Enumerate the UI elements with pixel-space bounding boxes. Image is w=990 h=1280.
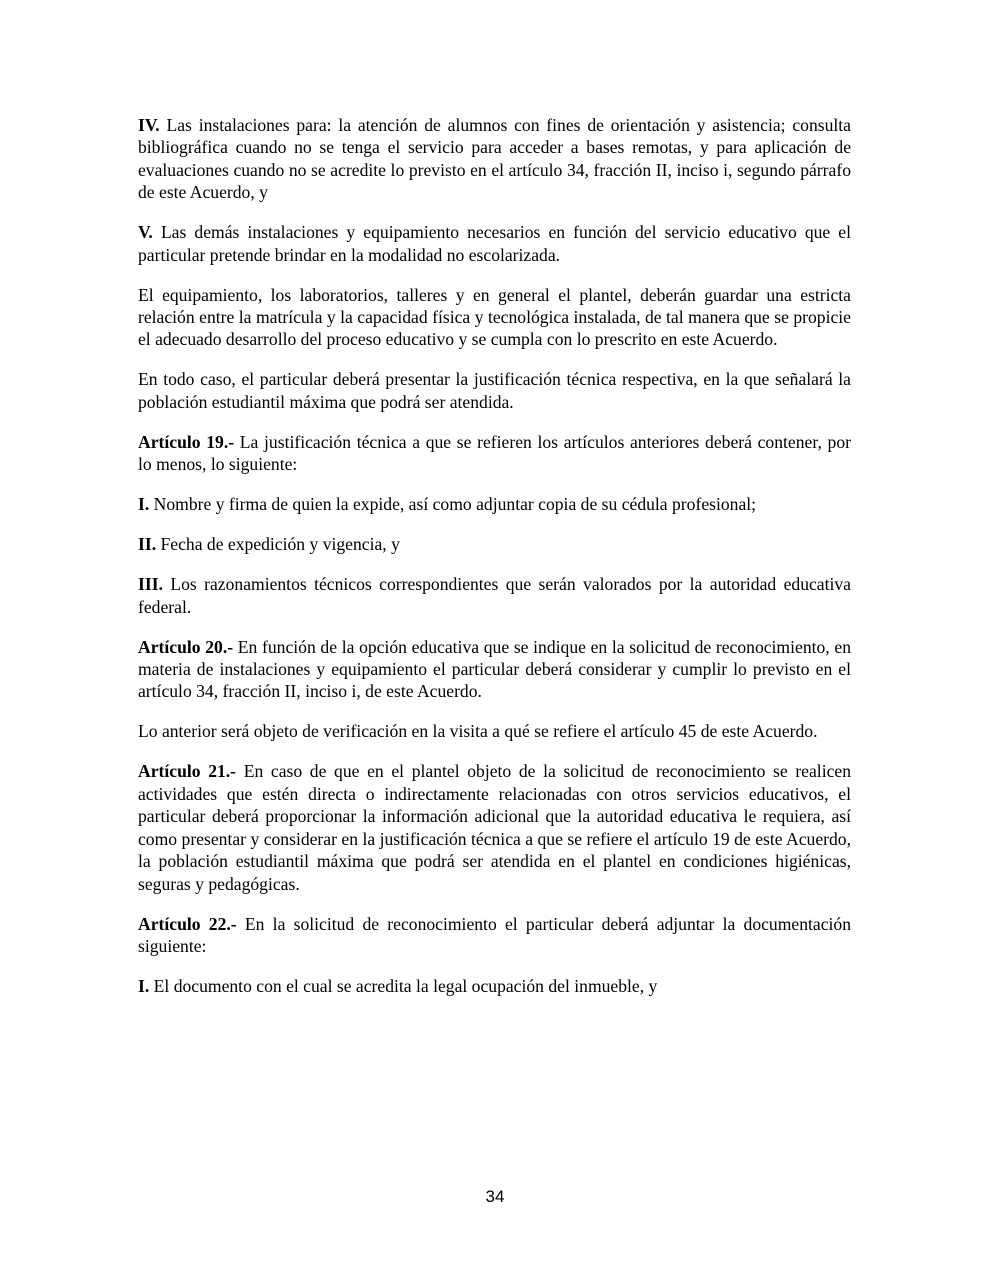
paragraph-verificacion <box>138 720 851 742</box>
paragraph-text: En caso de que en el plantel objeto de la solicitud de reconocimiento se realicen actividades que estén directa o indirectamente relacionadas con otros servicios educativos, el particular deberá proporcionar la información adicional que la autoridad educativa le requiera, así como presentar y considerar en la justificación técnica a que se refiere el artículo 19 de este Acuerdo, la población estudiantil máxima que podrá ser atendida en el plantel en condiciones higiénicas, seguras y pedagógicas. <box>138 761 851 894</box>
paragraph-label: I. <box>138 975 150 996</box>
paragraph-label: II. <box>138 534 157 555</box>
paragraph-text: Las instalaciones para: la atención de alumnos con fines de orientación y asistencia; consulta bibliográfica cuando no se tenga el servicio para acceder a bases remotas, y para aplicación de evaluaciones cuando no se acredite lo previsto en el artículo 34, fracción II, inciso i, segundo párrafo de este Acuerdo, y <box>138 115 851 203</box>
paragraph-text: En función de la opción educativa que se indique en la solicitud de reconocimiento, en materia de instalaciones y equipamiento el particular deberá considerar y cumplir lo previsto en el artículo 34, fracción II, inciso i, de este Acuerdo. <box>138 636 851 702</box>
paragraph-art19-fraccion-iii <box>138 573 851 618</box>
paragraph-articulo-22 <box>138 913 851 958</box>
paragraph-text: En la solicitud de reconocimiento el particular deberá adjuntar la documentación siguiente: <box>138 913 851 956</box>
paragraph-text: Los razonamientos técnicos correspondientes que serán valorados por la autoridad educativa federal. <box>138 574 851 617</box>
paragraph-equipamiento <box>138 284 851 351</box>
page-number: 34 <box>485 1187 505 1206</box>
paragraph-text: Las demás instalaciones y equipamiento necesarios en función del servicio educativo que el particular pretende brindar en la modalidad no escolarizada. <box>138 222 852 265</box>
paragraph-label: I. <box>138 494 150 515</box>
paragraph-text: La justificación técnica a que se refieren los artículos anteriores deberá contener, por lo menos, lo siguiente: <box>138 431 852 475</box>
paragraph-label: Artículo 20.- <box>138 636 234 657</box>
paragraph-art19-fraccion-i <box>138 493 851 515</box>
paragraph-text: Fecha de expedición y vigencia, y <box>160 534 400 555</box>
paragraph-label: Artículo 21.- <box>138 761 237 782</box>
paragraph-articulo-21 <box>138 760 851 894</box>
document-body <box>138 114 851 1015</box>
paragraph-articulo-19 <box>138 431 851 476</box>
paragraph-text: Nombre y firma de quien la expide, así como adjuntar copia de su cédula profesional; <box>153 494 757 515</box>
paragraph-label: V. <box>138 222 153 243</box>
paragraph-fraccion-iv <box>138 114 851 204</box>
paragraph-text: El documento con el cual se acredita la legal ocupación del inmueble, y <box>153 975 658 996</box>
paragraph-label: III. <box>138 574 163 595</box>
paragraph-fraccion-v <box>138 221 851 266</box>
paragraph-justificacion <box>138 368 851 413</box>
paragraph-label: IV. <box>138 115 160 135</box>
paragraph-articulo-20 <box>138 636 851 703</box>
paragraph-text: Lo anterior será objeto de verificación en la visita a qué se refiere el artículo 45 de este Acuerdo. <box>138 721 818 742</box>
paragraph-label: Artículo 19.- <box>138 431 235 452</box>
paragraph-art19-fraccion-ii <box>138 533 851 555</box>
paragraph-text: En todo caso, el particular deberá presentar la justificación técnica respectiva, en la que señalará la población estudiantil máxima que podrá ser atendida. <box>138 369 851 412</box>
paragraph-art22-fraccion-i <box>138 975 851 997</box>
paragraph-text: El equipamiento, los laboratorios, talleres y en general el plantel, deberán guardar una estricta relación entre la matrícula y la capacidad física y tecnológica instalada, de tal manera que se propicie el adecuado desarrollo del proceso educativo y se cumpla con lo prescrito en este Acuerdo. <box>138 284 851 350</box>
paragraph-label: Artículo 22.- <box>138 913 237 934</box>
